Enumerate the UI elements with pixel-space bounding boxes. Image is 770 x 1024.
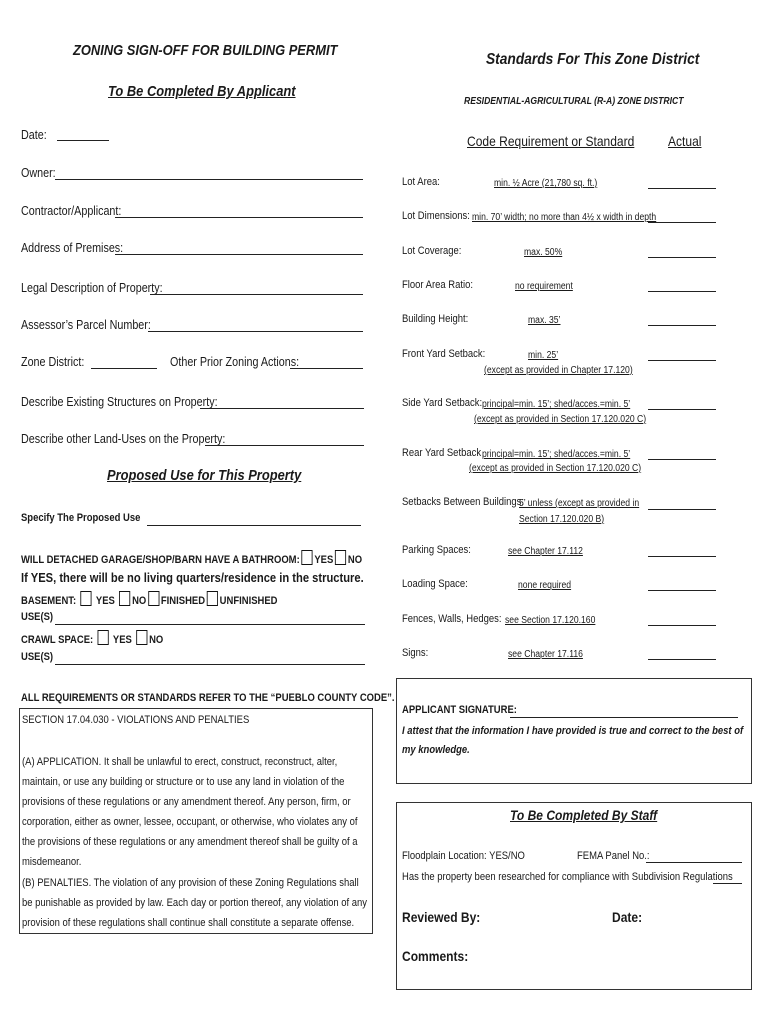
existing-structures-label: Describe Existing Structures on Property:	[21, 395, 218, 409]
actual-field[interactable]	[648, 222, 716, 223]
applicant-section-heading: To Be Completed By Applicant	[108, 83, 296, 100]
bathroom-yes-label: YES	[314, 554, 334, 566]
basement-unfinished-label: UNFINISHED	[219, 595, 278, 607]
application-paragraph: (A) APPLICATION. It shall be unlawful to erect, construct, reconstruct, alter, maintain, or use any building or structure or to use any land in violation of the provisions of these regulations or any amendment thereof. Any person, firm, or corporation, either as owner, lessee, occupant, or otherwise, who violates any of the provisions of these regulations or any amendment thereof shall be guilty of a misdemeanor.	[22, 756, 358, 868]
parcel-number-label: Assessor’s Parcel Number:	[21, 318, 151, 332]
prior-zoning-label: Other Prior Zoning Actions:	[170, 355, 300, 369]
legal-description-field[interactable]	[150, 294, 363, 295]
date-field[interactable]	[57, 140, 109, 141]
crawl-space-row	[21, 630, 163, 646]
standard-value: see Chapter 17.112	[508, 546, 583, 557]
standard-value: see Section 17.120.160	[505, 615, 596, 626]
basement-yes-checkbox[interactable]	[81, 591, 92, 606]
fema-panel-field[interactable]	[646, 862, 742, 863]
actual-field[interactable]	[648, 509, 716, 510]
standard-label: Front Yard Setback:	[402, 348, 486, 360]
basement-finished-checkbox[interactable]	[148, 591, 159, 606]
standard-value: 5’ unless (except as provided in	[519, 498, 640, 509]
crawl-space-label: CRAWL SPACE:	[21, 634, 94, 646]
standard-value: no requirement	[515, 281, 573, 292]
actual-field[interactable]	[648, 360, 716, 361]
zone-district-name: RESIDENTIAL-AGRICULTURAL (R-A) ZONE DISTRICT	[464, 96, 684, 107]
zone-district-field[interactable]	[91, 368, 157, 369]
floodplain-label: Floodplain Location: YES/NO	[402, 850, 525, 862]
attest-statement: I attest that the information I have provided is true and correct to the best of my knowledge.	[402, 725, 744, 756]
standard-value: max. 50%	[524, 247, 563, 258]
owner-field[interactable]	[55, 179, 363, 180]
address-field[interactable]	[115, 254, 363, 255]
actual-field[interactable]	[648, 188, 716, 189]
basement-yes-label: YES	[95, 595, 115, 607]
crawl-yes-label: YES	[112, 634, 132, 646]
standard-note: (except as provided in Chapter 17.120)	[484, 365, 633, 376]
proposed-use-heading: Proposed Use for This Property	[107, 467, 302, 484]
signature-label: APPLICANT SIGNATURE	[402, 704, 514, 716]
crawl-uses-field[interactable]	[55, 664, 365, 665]
basement-row	[21, 591, 277, 607]
standard-label: Fences, Walls, Hedges:	[402, 613, 502, 625]
parcel-number-field[interactable]	[148, 331, 363, 332]
specify-use-label: Specify The Proposed Use	[21, 512, 141, 524]
contractor-field[interactable]	[115, 217, 363, 218]
reviewed-by-label: Reviewed By:	[402, 909, 481, 925]
signature-label-row: APPLICANT SIGNATURE:	[402, 704, 517, 716]
bathroom-question-row	[21, 550, 362, 566]
standard-label: Parking Spaces:	[402, 544, 471, 556]
standard-label: Floor Area Ratio:	[402, 279, 473, 291]
standard-label: Rear Yard Setback	[402, 447, 482, 459]
date-label: Date:	[21, 128, 47, 142]
actual-field[interactable]	[648, 409, 716, 410]
standard-label: Setbacks Between Buildings:	[402, 496, 525, 508]
subdivision-research-field[interactable]	[713, 883, 742, 884]
standard-value: principal=min. 15’; shed/acces.=min. 5’	[482, 399, 631, 410]
comments-label: Comments:	[402, 948, 469, 964]
crawl-uses-label: USE(S)	[21, 651, 54, 663]
actual-field[interactable]	[648, 625, 716, 626]
subdivision-research-label: Has the property been researched for compliance with Subdivision Regulations	[402, 871, 733, 883]
standard-value: see Chapter 17.116	[508, 649, 583, 660]
basement-no-label: NO	[132, 595, 147, 607]
actual-field[interactable]	[648, 291, 716, 292]
fema-panel-label: FEMA Panel No.:	[577, 850, 650, 862]
standard-note: (except as provided in Section 17.120.020 C)	[474, 414, 647, 425]
actual-field[interactable]	[648, 590, 716, 591]
code-requirement-column-header: Code Requirement or Standard	[467, 133, 635, 149]
standard-label: Signs:	[402, 647, 429, 659]
zone-district-label: Zone District:	[21, 355, 85, 369]
standard-value: max. 35’	[528, 315, 561, 326]
standard-value: min. ½ Acre (21,780 sq. ft.)	[494, 178, 598, 189]
specify-use-field[interactable]	[147, 525, 361, 526]
prior-zoning-field[interactable]	[290, 368, 363, 369]
bathroom-question-label: WILL DETACHED GARAGE/SHOP/BARN HAVE A BATHROOM:	[21, 554, 300, 566]
bathroom-no-label: NO	[347, 554, 363, 566]
legal-description-label: Legal Description of Property:	[21, 281, 163, 295]
land-uses-label: Describe other Land-Uses on the Property:	[21, 432, 226, 446]
staff-date-label: Date:	[612, 909, 643, 925]
staff-section-heading: To Be Completed By Staff	[510, 807, 658, 823]
standard-label: Lot Coverage:	[402, 245, 462, 257]
contractor-label: Contractor/Applicant:	[21, 204, 122, 218]
basement-uses-label: USE(S)	[21, 611, 54, 623]
basement-unfinished-checkbox[interactable]	[207, 591, 218, 606]
owner-label: Owner:	[21, 166, 56, 180]
pueblo-code-notice: ALL REQUIREMENTS OR STANDARDS REFER TO THE “PUEBLO COUNTY CODE”.	[21, 692, 395, 704]
if-yes-notice: If YES, there will be no living quarters/residence in the structure.	[21, 570, 364, 585]
crawl-yes-checkbox[interactable]	[98, 630, 109, 645]
basement-label: BASEMENT:	[21, 595, 77, 607]
standard-label: Side Yard Setback:	[402, 397, 483, 409]
actual-field[interactable]	[648, 459, 716, 460]
standard-value: none required	[518, 580, 572, 591]
penalties-paragraph: (B) PENALTIES. The violation of any provision of these Zoning Regulations shall be punishable as provided by law. Each day or portion thereof, any violation of any provision of these regulations shall continue shall constitute a separate offense.	[22, 877, 367, 929]
standards-title: Standards For This Zone District	[486, 51, 700, 68]
actual-field[interactable]	[648, 556, 716, 557]
basement-finished-label: FINISHED	[160, 595, 206, 607]
crawl-no-checkbox[interactable]	[136, 630, 147, 645]
basement-no-checkbox[interactable]	[119, 591, 130, 606]
standard-value: min. 25’	[528, 350, 559, 361]
standard-label: Lot Dimensions:	[402, 210, 470, 222]
crawl-no-label: NO	[149, 634, 164, 646]
actual-field[interactable]	[648, 325, 716, 326]
signature-field[interactable]	[510, 717, 738, 718]
standard-note: Section 17.120.020 B)	[519, 514, 605, 525]
actual-field[interactable]	[648, 659, 716, 660]
actual-field[interactable]	[648, 257, 716, 258]
form-title: ZONING SIGN-OFF FOR BUILDING PERMIT	[73, 42, 338, 59]
standard-value: principal=min. 15’; shed/acces.=min. 5’	[482, 449, 631, 460]
land-uses-field[interactable]	[205, 445, 364, 446]
standard-label: Lot Area:	[402, 176, 440, 188]
existing-structures-field[interactable]	[200, 408, 364, 409]
violations-title: SECTION 17.04.030 - VIOLATIONS AND PENALTIES	[22, 714, 250, 726]
bathroom-yes-checkbox[interactable]	[301, 550, 312, 565]
standard-note: (except as provided in Section 17.120.020 C)	[469, 463, 642, 474]
standard-label: Building Height:	[402, 313, 469, 325]
actual-column-header: Actual	[668, 133, 702, 149]
bathroom-no-checkbox[interactable]	[335, 550, 346, 565]
address-label: Address of Premises:	[21, 241, 124, 255]
basement-uses-field[interactable]	[55, 624, 365, 625]
standard-value: min. 70’ width; no more than 4½ x width in depth	[472, 212, 657, 223]
standard-label: Loading Space:	[402, 578, 468, 590]
